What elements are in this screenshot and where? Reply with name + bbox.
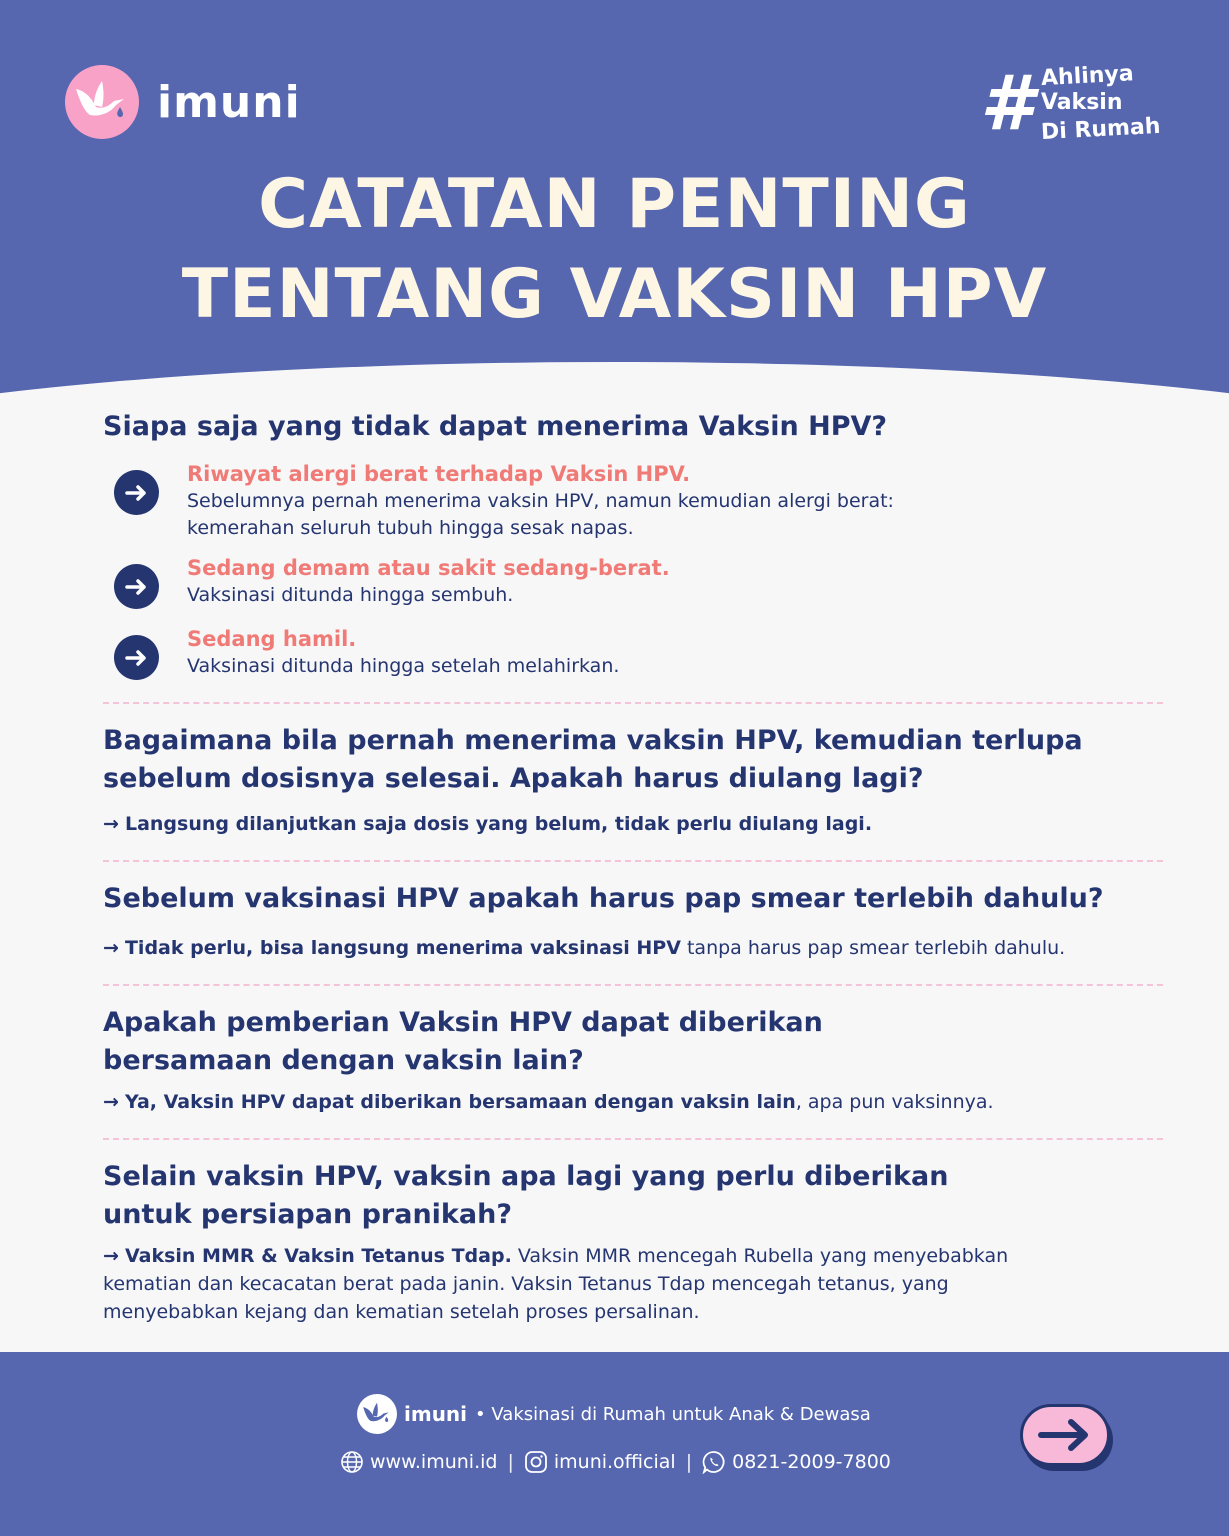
- hashtag-line: Di Rumah: [1040, 113, 1161, 146]
- section-missed-dose: [103, 722, 1163, 838]
- item-desc: Vaksinasi ditunda hingga sembuh.: [187, 584, 514, 606]
- answer-bold: Vaksin MMR & Vaksin Tetanus Tdap.: [124, 1245, 512, 1267]
- answer-bold: Langsung dilanjutkan saja dosis yang belum, tidak perlu diulang lagi.: [124, 813, 873, 835]
- answer-rest: , apa pun vaksinnya.: [795, 1091, 994, 1113]
- separator: |: [507, 1451, 514, 1473]
- globe-icon: [340, 1450, 364, 1474]
- question: sebelum dosisnya selesai. Apakah harus diulang lagi?: [103, 763, 924, 794]
- question: bersamaan dengan vaksin lain?: [103, 1045, 584, 1076]
- content: [103, 408, 1163, 1326]
- question: untuk persiapan pranikah?: [103, 1199, 512, 1230]
- hash-symbol: #: [980, 57, 1033, 147]
- answer-arrow: →: [103, 1091, 119, 1113]
- hashtag-ahlinya-vaksin-di-rumah: [980, 57, 1161, 147]
- header: [0, 0, 1229, 420]
- stork-icon: [357, 1394, 397, 1434]
- brand-name: imuni: [157, 76, 301, 128]
- item-desc: kemerahan seluruh tubuh hingga sesak napas.: [187, 517, 634, 539]
- footer-tagline: • Vaksinasi di Rumah untuk Anak & Dewasa: [475, 1403, 871, 1425]
- instagram-link[interactable]: imuni.official: [553, 1451, 676, 1473]
- footer-tagline-row: [357, 1394, 871, 1434]
- section-coadministration: [103, 1004, 1163, 1116]
- item-title: Riwayat alergi berat terhadap Vaksin HPV.: [187, 462, 691, 486]
- footer-brand: imuni: [404, 1402, 468, 1426]
- item-desc: Sebelumnya pernah menerima vaksin HPV, namun kemudian alergi berat:: [187, 490, 894, 512]
- next-button[interactable]: [1020, 1404, 1110, 1466]
- question: Apakah pemberian Vaksin HPV dapat diberikan: [103, 1007, 823, 1038]
- dashed-divider: [103, 984, 1163, 986]
- whatsapp-number[interactable]: 0821-2009-7800: [732, 1451, 891, 1473]
- question: Sebelum vaksinasi HPV apakah harus pap smear terlebih dahulu?: [103, 883, 1104, 914]
- list-item: [103, 460, 1163, 542]
- answer: [103, 1088, 1163, 1116]
- footer-contacts: [340, 1450, 891, 1474]
- answer-bold: Ya, Vaksin HPV dapat diberikan bersamaan dengan vaksin lain: [124, 1091, 796, 1113]
- section-premarital: [103, 1158, 1163, 1326]
- answer-arrow: →: [103, 1245, 119, 1267]
- separator: |: [685, 1451, 693, 1473]
- answer-bold: Tidak perlu, bisa langsung menerima vaksinasi HPV: [124, 937, 681, 959]
- arrow-right-icon: [114, 635, 159, 680]
- imuni-logo[interactable]: [65, 65, 301, 139]
- arrow-right-icon: [1037, 1418, 1093, 1452]
- item-desc: Vaksinasi ditunda hingga setelah melahirkan.: [187, 655, 620, 677]
- hashtag-line: Vaksin: [1040, 90, 1123, 115]
- section-contraindications: [103, 408, 1163, 680]
- dashed-divider: [103, 1138, 1163, 1140]
- stork-icon: [65, 65, 139, 139]
- page-title: [0, 160, 1229, 340]
- item-title: Sedang demam atau sakit sedang-berat.: [187, 556, 670, 580]
- answer-rest: kematian dan kecacatan berat pada janin. Vaksin Tetanus Tdap mencegah tetanus, yang: [103, 1273, 949, 1295]
- list-item: [103, 625, 1163, 680]
- answer: [103, 934, 1163, 962]
- question: Bagaimana bila pernah menerima vaksin HPV, kemudian terlupa: [103, 725, 1083, 756]
- answer-arrow: →: [103, 937, 119, 959]
- title-line: TENTANG VAKSIN HPV: [181, 255, 1048, 334]
- list-item: [103, 554, 1163, 609]
- answer-rest: Vaksin MMR mencegah Rubella yang menyebabkan: [511, 1245, 1009, 1267]
- arrow-right-icon: [114, 564, 159, 609]
- whatsapp-icon: [702, 1450, 726, 1474]
- answer-rest: tanpa harus pap smear terlebih dahulu.: [680, 937, 1066, 959]
- instagram-icon: [524, 1450, 548, 1474]
- question: Siapa saja yang tidak dapat menerima Vaksin HPV?: [103, 411, 888, 442]
- question: Selain vaksin HPV, vaksin apa lagi yang perlu diberikan: [103, 1161, 949, 1192]
- answer: [103, 1242, 1163, 1326]
- section-pap-smear: [103, 880, 1163, 962]
- website-link[interactable]: www.imuni.id: [370, 1451, 498, 1473]
- answer-rest: menyebabkan kejang dan kematian setelah proses persalinan.: [103, 1301, 700, 1323]
- title-line: CATATAN PENTING: [258, 165, 971, 244]
- answer: [103, 810, 1163, 838]
- item-title: Sedang hamil.: [187, 627, 357, 651]
- hashtag-line: Ahlinya: [1040, 61, 1135, 92]
- arrow-right-icon: [114, 470, 159, 515]
- dashed-divider: [103, 702, 1163, 704]
- footer: [0, 1352, 1229, 1536]
- answer-arrow: →: [103, 813, 119, 835]
- dashed-divider: [103, 860, 1163, 862]
